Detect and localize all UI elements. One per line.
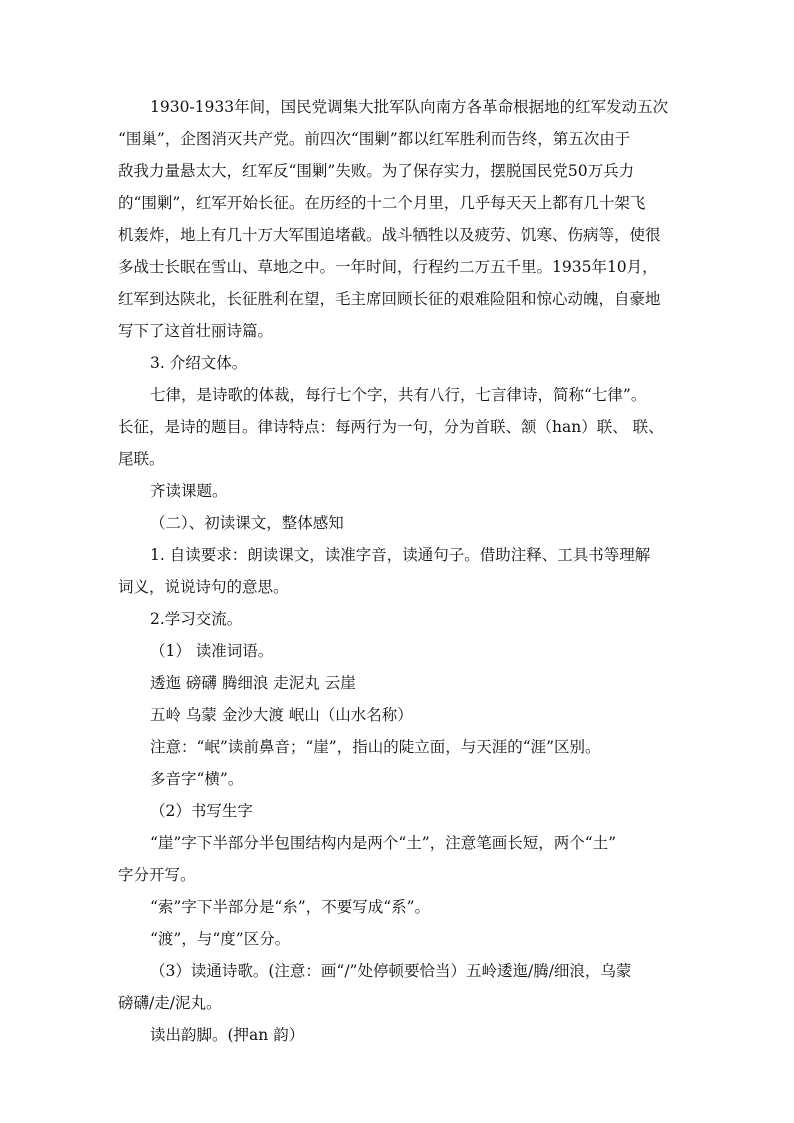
paragraph-self-reading-line-2: 词义，说说诗句的意思。 [118,578,289,596]
subheading-write-characters: （2）书写生字 [150,802,253,820]
paragraph-history-line-1: 1930-1933年间，国民党调集大批军队向南方各革命根据地的红军发动五次 [150,98,669,116]
note-polyphone: 多音字“横”。 [150,770,244,788]
paragraph-history-line-3: 敌我力量悬太大，红军反“围剿”失败。为了保存实力，摆脱国民党50万兵力 [118,162,635,180]
paragraph-char-du: “渡”，与“度”区分。 [150,930,291,948]
section-heading-genre: 3. 介绍文体。 [150,354,248,372]
paragraph-history-line-7: 红军到达陕北，长征胜利在望，毛主席回顾长征的艰难险阻和惊心动魄，自豪地 [118,290,661,308]
paragraph-genre-line-2: 长征，是诗的题目。律诗特点：每两行为一句，分为首联、颔（han）联、 联、 [118,418,664,436]
paragraph-read-poem-line-2: 磅礴/走/泥丸。 [118,994,222,1012]
paragraph-history-line-5: 机轰炸，地上有几十万大军围追堵截。战斗牺牲以及疲劳、饥寒、伤病等，使很 [118,226,661,244]
instruction-read-title: 齐读课题。 [150,482,228,500]
paragraph-history-line-6: 多战士长眠在雪山、草地之中。一年时间，行程约二万五千里。1935年10月， [118,258,658,276]
paragraph-history-line-4: 的“围剿”，红军开始长征。在历经的十二个月里，几乎每天天上都有几十架飞 [118,194,646,212]
paragraph-read-poem-line-1: （3）读通诗歌。(注意：画“/”处停顿要恰当）五岭逶迤/腾/细浪，乌蒙 [150,962,632,980]
note-pronunciation: 注意：“岷”读前鼻音；“崖”，指山的陡立面，与天涯的“涯”区别。 [150,738,601,756]
vocabulary-line-2: 五岭 乌蒙 金沙大渡 岷山（山水名称） [150,706,413,724]
paragraph-char-suo: “索”字下半部分是“糸”，不要写成“系”。 [150,898,431,916]
paragraph-char-ya-line-2: 字分开写。 [118,866,196,884]
subheading-study-exchange: 2.学习交流。 [150,610,243,628]
paragraph-char-ya-line-1: “崖”字下半部分半包围结构内是两个“土”，注意笔画长短，两个“土” [150,834,617,852]
subheading-read-words: （1） 读准词语。 [150,642,274,660]
paragraph-rhyme: 读出韵脚。(押an 韵） [150,1026,305,1044]
paragraph-genre-line-3: 尾联。 [118,450,165,468]
paragraph-history-line-8: 写下了这首壮丽诗篇。 [118,322,274,340]
section-heading-first-reading: （二）、初读课文，整体感知 [150,514,344,532]
paragraph-history-line-2: “围巢”，企图消灭共产党。前四次“围剿”都以红军胜利而告终，第五次由于 [118,130,631,148]
paragraph-genre-line-1: 七律，是诗歌的体裁，每行七个字，共有八行，七言律诗，简称“七律”。 [150,386,647,404]
paragraph-self-reading-line-1: 1. 自读要求：朗读课文，读准字音，读通句子。借助注释、工具书等理解 [150,546,651,564]
vocabulary-line-1: 透迤 磅礴 腾细浪 走泥丸 云崖 [150,674,356,692]
